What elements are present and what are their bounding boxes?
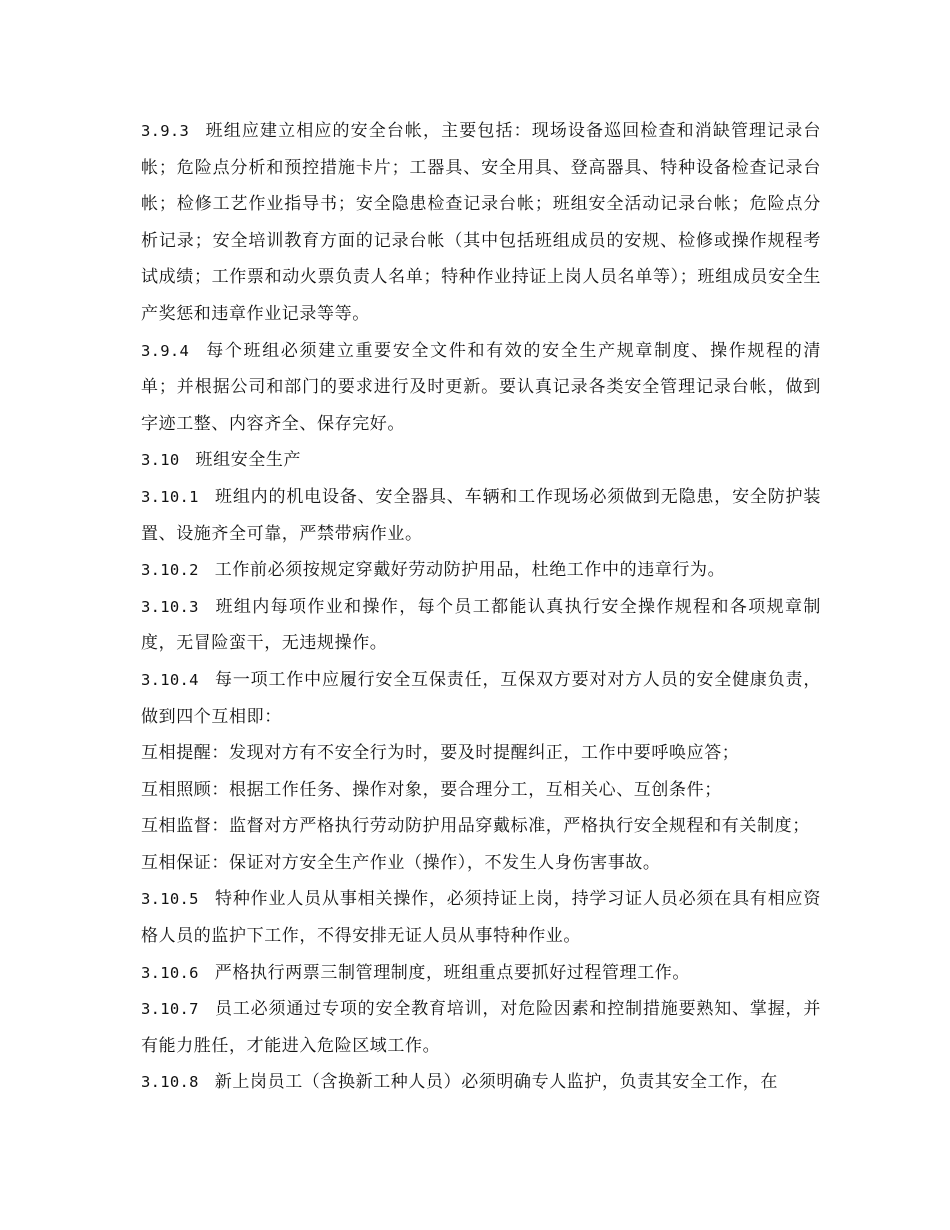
list-item-mutual-guarantee (141, 845, 821, 882)
paragraph-text: 每个班组必须建立重要安全文件和有效的安全生产规章制度、操作规程的清单；并根据公司和部门的要求进行及时更新。要认真记录各类安全管理记录台帐，做到字迹工整、内容齐全、保存完好。 (141, 340, 821, 434)
section-number: 3.10.2 (141, 561, 199, 580)
section-number: 3.9.4 (141, 341, 190, 360)
paragraph-text: 员工必须通过专项的安全教育培训，对危险因素和控制措施要熟知、掌握，并有能力胜任，才能进入危险区域工作。 (141, 999, 821, 1056)
paragraph-3-9-3 (141, 113, 821, 333)
list-item-mutual-supervision (141, 808, 821, 845)
section-number: 3.10.6 (141, 963, 199, 982)
section-number: 3.10.7 (141, 1000, 199, 1019)
section-number: 3.10.1 (141, 487, 199, 506)
paragraph-3-10-1 (141, 479, 821, 552)
section-number: 3.10.4 (141, 670, 199, 689)
paragraph-text: 班组应建立相应的安全台帐，主要包括：现场设备巡回检查和消缺管理记录台帐；危险点分析和预控措施卡片；工器具、安全用具、登高器具、特种设备检查记录台帐；检修工艺作业指导书；安全隐患检查记录台帐；班组安全活动记录台帐；危险点分析记录；安全培训教育方面的记录台帐（其中包括班组成员的安规、检修或操作规程考试成绩；工作票和动火票负责人名单；特种作业持证上岗人员名单等）；班组成员安全生产奖惩和违章作业记录等等。 (141, 121, 821, 324)
paragraph-text: 班组内的机电设备、安全器具、车辆和工作现场必须做到无隐患，安全防护装置、设施齐全可靠，严禁带病作业。 (141, 486, 821, 544)
section-number: 3.9.3 (141, 122, 190, 140)
paragraph-3-10-2 (141, 552, 821, 589)
paragraph-3-9-4 (141, 333, 821, 443)
paragraph-3-10-7 (141, 991, 821, 1064)
paragraph-text: 新上岗员工（含换新工种人员）必须明确专人监护，负责其安全工作，在 (214, 1072, 778, 1093)
paragraph-text: 互相照顾：根据工作任务、操作对象，要合理分工，互相关心、互创条件； (141, 779, 722, 800)
paragraph-text: 工作前必须按规定穿戴好劳动防护用品，杜绝工作中的违章行为。 (214, 560, 726, 581)
paragraph-3-10-5 (141, 881, 821, 954)
paragraph-text: 互相提醒：发现对方有不安全行为时，要及时提醒纠正，工作中要呼唤应答； (141, 743, 740, 764)
section-number: 3.10.3 (141, 597, 199, 616)
paragraph-text: 每一项工作中应履行安全互保责任，互保双方要对对方人员的安全健康负责，做到四个互相即： (141, 669, 821, 727)
section-number: 3.10.8 (141, 1073, 199, 1092)
paragraph-text: 严格执行两票三制管理制度，班组重点要抓好过程管理工作。 (214, 962, 690, 983)
paragraph-3-10-6 (141, 955, 821, 992)
paragraph-3-10-3 (141, 589, 821, 662)
paragraph-text: 互相保证：保证对方安全生产作业（操作），不发生人身伤害事故。 (141, 852, 661, 873)
paragraph-text: 互相监督：监督对方严格执行劳动防护用品穿戴标准，严格执行安全规程和有关制度； (141, 816, 810, 837)
list-item-mutual-reminder (141, 735, 821, 772)
paragraph-3-10-4 (141, 662, 821, 735)
section-heading-text: 班组安全生产 (195, 450, 302, 471)
paragraph-text: 班组内每项作业和操作，每个员工都能认真执行安全操作规程和各项规章制度，无冒险蛮干，无违规操作。 (141, 596, 821, 654)
section-heading-3-10 (141, 442, 821, 479)
paragraph-text: 特种作业人员从事相关操作，必须持证上岗，持学习证人员必须在具有相应资格人员的监护下工作，不得安排无证人员从事特种作业。 (141, 889, 821, 947)
paragraph-3-10-8 (141, 1064, 821, 1101)
document-body (141, 113, 821, 1101)
list-item-mutual-care (141, 772, 821, 809)
section-number: 3.10 (141, 451, 180, 470)
section-number: 3.10.5 (141, 890, 199, 909)
